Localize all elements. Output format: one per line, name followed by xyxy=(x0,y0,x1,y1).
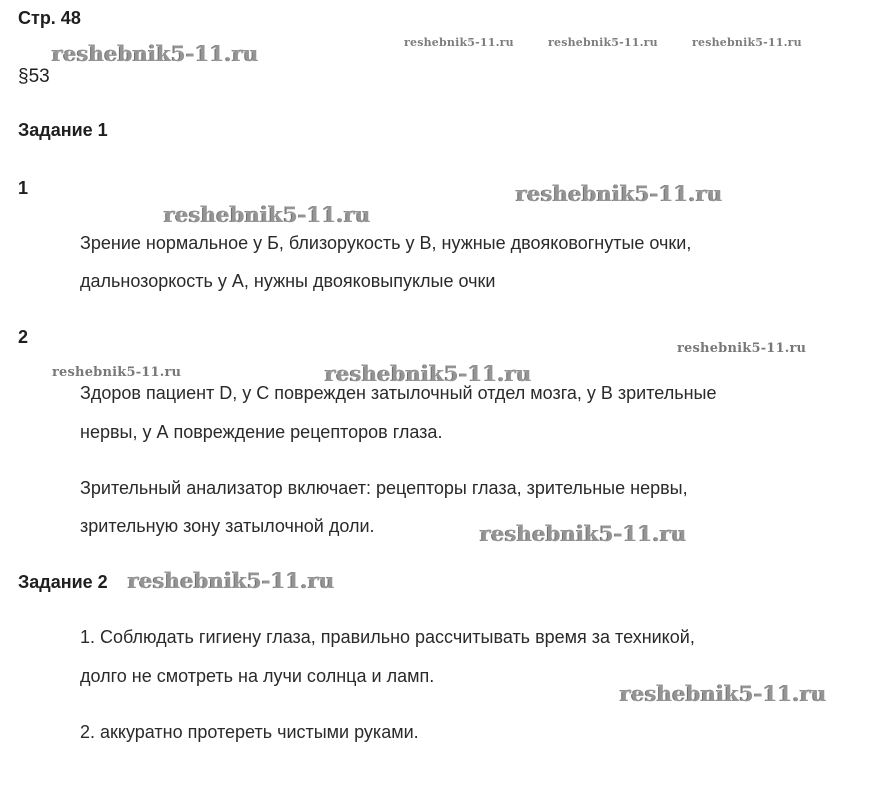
task1-item1-line2: дальнозоркость у А, нужны двояковыпуклые очки xyxy=(80,271,496,291)
task1-item2-extra-line1: Зрительный анализатор включает: рецепторы глаза, зрительные нервы, xyxy=(80,478,688,498)
task1-item1-number: 1 xyxy=(18,178,29,198)
page-label: Стр. 48 xyxy=(18,8,81,28)
task2-line2: долго не смотреть на лучи солнца и ламп. xyxy=(80,666,435,686)
watermark: reshebnik5-11.ru xyxy=(548,36,658,49)
watermark: reshebnik5-11.ru xyxy=(325,361,532,386)
task2-line1: 1. Соблюдать гигиену глаза, правильно рассчитывать время за техникой, xyxy=(80,627,695,647)
task2-title: Задание 2 xyxy=(18,572,108,592)
watermark: reshebnik5-11.ru xyxy=(52,365,182,380)
watermark: reshebnik5-11.ru xyxy=(516,181,723,206)
task1-item2-number: 2 xyxy=(18,327,29,347)
watermark: reshebnik5-11.ru xyxy=(692,36,802,49)
paragraph-number: §53 xyxy=(18,66,50,87)
watermark: reshebnik5-11.ru xyxy=(620,681,827,706)
task2-line3: 2. аккуратно протереть чистыми руками. xyxy=(80,722,419,742)
task1-item1-line1: Зрение нормальное у Б, близорукость у В, нужные двояковогнутые очки, xyxy=(80,233,692,253)
watermark: reshebnik5-11.ru xyxy=(480,521,687,546)
task1-item2-line2: нервы, у А повреждение рецепторов глаза. xyxy=(80,422,443,442)
watermark: reshebnik5-11.ru xyxy=(164,202,371,227)
task1-item2-extra-line2: зрительную зону затылочной доли. xyxy=(80,516,375,536)
watermark: reshebnik5-11.ru xyxy=(677,341,807,356)
watermark: reshebnik5-11.ru xyxy=(404,36,514,49)
task1-item2-line1: Здоров пациент D, у С поврежден затылочный отдел мозга, у В зрительные xyxy=(80,383,717,403)
task1-title: Задание 1 xyxy=(18,120,108,140)
watermark: reshebnik5-11.ru xyxy=(128,568,335,593)
watermark: reshebnik5-11.ru xyxy=(52,41,259,66)
